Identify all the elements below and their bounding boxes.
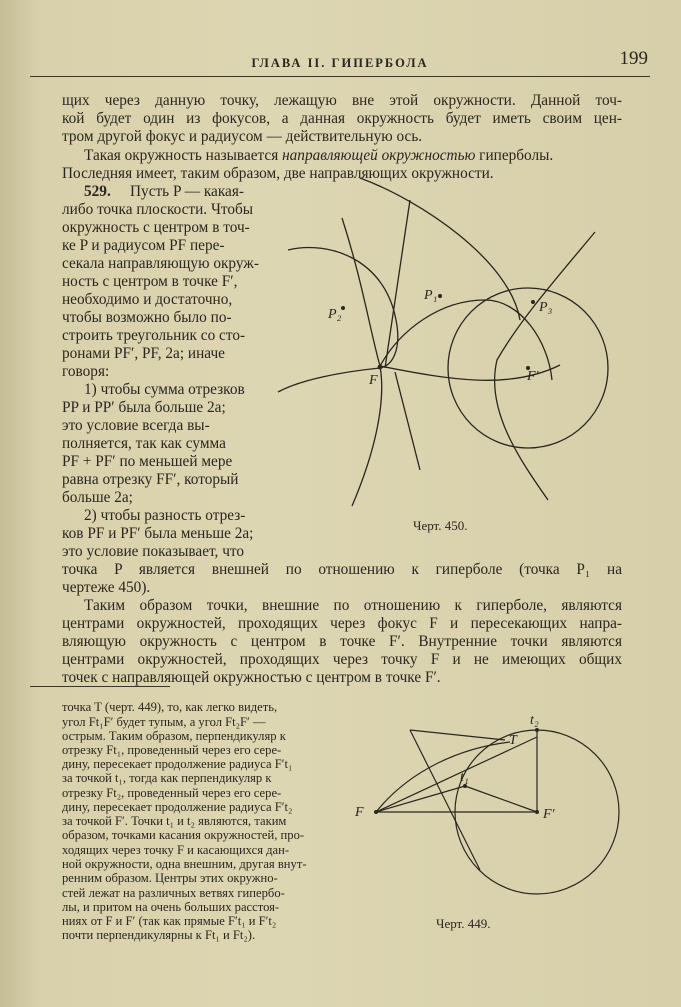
figure-449-caption: Черт. 449. [436, 916, 491, 931]
footnote-separator [30, 686, 170, 687]
footnote-line-12: ренним образом. Центры этих окружно- [62, 871, 278, 885]
body-line-5: вляющую окружность с центром в точке F′. Внутренние точки являются [62, 633, 622, 650]
figure-450-caption: Черт. 450. [413, 518, 468, 533]
definition-term: направляющей окружностью [282, 147, 476, 164]
footnote-line-15: ниях от F и F′ (так как прямые F′t₁ и F′t₂ [62, 914, 277, 928]
footnote-line-1: угол Ft₁F′ будет тупым, а угол Ft₂F′ — [62, 715, 266, 729]
footnote-line-4: дину, пересекает продолжение радиуса F′t₁ [62, 757, 293, 771]
fig449-label-t: T [509, 733, 517, 748]
footnote-line-9: образом, точками касания окружностей, про- [62, 828, 305, 842]
fig449-label-t2: t₂ [530, 713, 539, 728]
definition-text-end: гиперболы. [475, 147, 554, 164]
footnote-line-6: отрезку Ft₂, проведенный через его сере- [62, 786, 282, 800]
fig449-arc [376, 742, 510, 812]
section-line-4: секала направляющую окруж- [62, 255, 259, 272]
fig449-point-fprime [535, 810, 539, 814]
hyperbola-right-branch [495, 232, 595, 500]
section-line-6: необходимо и достаточно, [62, 291, 233, 308]
body-line-4: центрами окружностей, проходящих через фокус F и пересекающих напра- [62, 615, 622, 632]
intro-line-2: кой будет один из фокусов, а данная окружность будет иметь своим цен- [62, 110, 622, 127]
body-line-7: точек с направляющей окружностью с центром в точке F′. [62, 669, 441, 686]
footnote-line-13: стей лежат на различных ветвях гипербо- [62, 886, 285, 900]
point-p3 [531, 300, 535, 304]
footnote-line-7: дину, пересекает продолжение радиуса F′t₂ [62, 800, 293, 814]
label-p2: P₂ [328, 307, 342, 322]
footnote-line-10: ходящих через точку F и касающихся дан- [62, 843, 290, 857]
section-line-18: 2) чтобы разность отрез- [84, 507, 246, 524]
body-line-1: точка P является внешней по отношению к гиперболе (точка P₁ на [62, 561, 622, 578]
section-number: 529. [84, 183, 111, 200]
section-line-11: 1) чтобы сумма отрезков [84, 381, 245, 398]
section-line-9: ронами PF′, PF, 2a; иначе [62, 345, 225, 362]
fig449-point-t2 [535, 728, 539, 732]
definition-line-2: Последняя имеет, таким образом, две направляющих окружности. [62, 165, 494, 182]
focus-f-point [378, 365, 383, 370]
body-line-2: чертеже 450). [62, 579, 151, 596]
fig449-line-f-t2 [376, 737, 537, 812]
circle-p3-arc [360, 178, 520, 320]
footnote-line-3: отрезку Ft₁, проведенный через его сере- [62, 743, 282, 757]
fig449-label-fprime: F′ [543, 807, 555, 822]
intro-line-3: тром другой фокус и радиусом — действительную ось. [62, 128, 423, 145]
section-line-19: ков PF и PF′ была меньше 2a; [62, 525, 254, 542]
label-f: F [369, 373, 378, 388]
section-line-7: чтобы возможно было по- [62, 309, 232, 326]
label-p3: P₃ [539, 300, 553, 315]
point-p1 [438, 294, 442, 298]
section-line-14: полняется, так как сумма [62, 435, 226, 452]
section-line-10: говоря: [62, 363, 110, 380]
fig449-line-t1-fprime [465, 786, 537, 812]
body-line-3: Таким образом точки, внешние по отношению к гиперболе, являются [84, 597, 622, 614]
footnote-line-16: почти перпендикулярны к Ft₁ и Ft₂). [62, 928, 256, 942]
label-fprime: F′ [527, 369, 539, 384]
section-line-8: строить треугольник со сто- [62, 327, 246, 344]
section-line-20: это условие показывает, что [62, 543, 245, 560]
fig449-tangent [410, 730, 505, 740]
chapter-title: ГЛАВА II. ГИПЕРБОЛА [251, 56, 429, 70]
section-line-17: больше 2a; [62, 489, 133, 506]
circle-p2-arc-lower [278, 368, 380, 392]
section-line-13: это условие всегда вы- [62, 417, 210, 434]
section-line-0: Пусть P — какая- [130, 183, 244, 200]
hyperbola-left-branch [342, 218, 382, 506]
footnote-line-0: точка T (черт. 449), то, как легко видеть, [62, 700, 278, 714]
section-line-5: ность с центром в точке F′, [62, 273, 238, 290]
footnote-line-14: лы, и притом на очень больших расстоя- [62, 900, 280, 914]
intro-line-1: щих через данную точку, лежащую вне этой окружности. Данной точ- [62, 92, 622, 109]
section-line-1: либо точка плоскости. Чтобы [62, 201, 254, 218]
section-line-15: PF + PF′ по меньшей мере [62, 453, 233, 470]
fig449-point-f [374, 810, 378, 814]
fig449-label-t1: t₁ [460, 770, 469, 785]
section-line-16: равна отрезку FF′, который [62, 471, 239, 488]
line-2 [395, 372, 420, 470]
footnote-line-2: острым. Таким образом, перпендикуляр к [62, 729, 286, 743]
footnote-line-11: ной окружности, одна внешним, другая внут- [62, 857, 307, 871]
definition-text-start: Такая окружность называется [84, 147, 283, 164]
label-p1: P₁ [424, 288, 438, 303]
fig449-label-f: F [355, 805, 364, 820]
point-p2 [341, 306, 345, 310]
section-line-12: PP и PP′ была больше 2a; [62, 399, 226, 416]
footnote-line-8: за точкой F′. Точки t₁ и t₂ являются, таким [62, 814, 287, 828]
body-line-6: центрами окружностей, проходящих через точку F и не имеющих общих [62, 651, 622, 668]
section-line-3: ке P и радиусом PF пере- [62, 237, 225, 254]
footnote-line-5: за точкой t₁, тогда как перпендикуляр к [62, 771, 272, 785]
page-number: 199 [619, 48, 648, 69]
section-line-2: окружность с центром в точ- [62, 219, 250, 236]
fig449-line-f-t1 [376, 786, 465, 812]
